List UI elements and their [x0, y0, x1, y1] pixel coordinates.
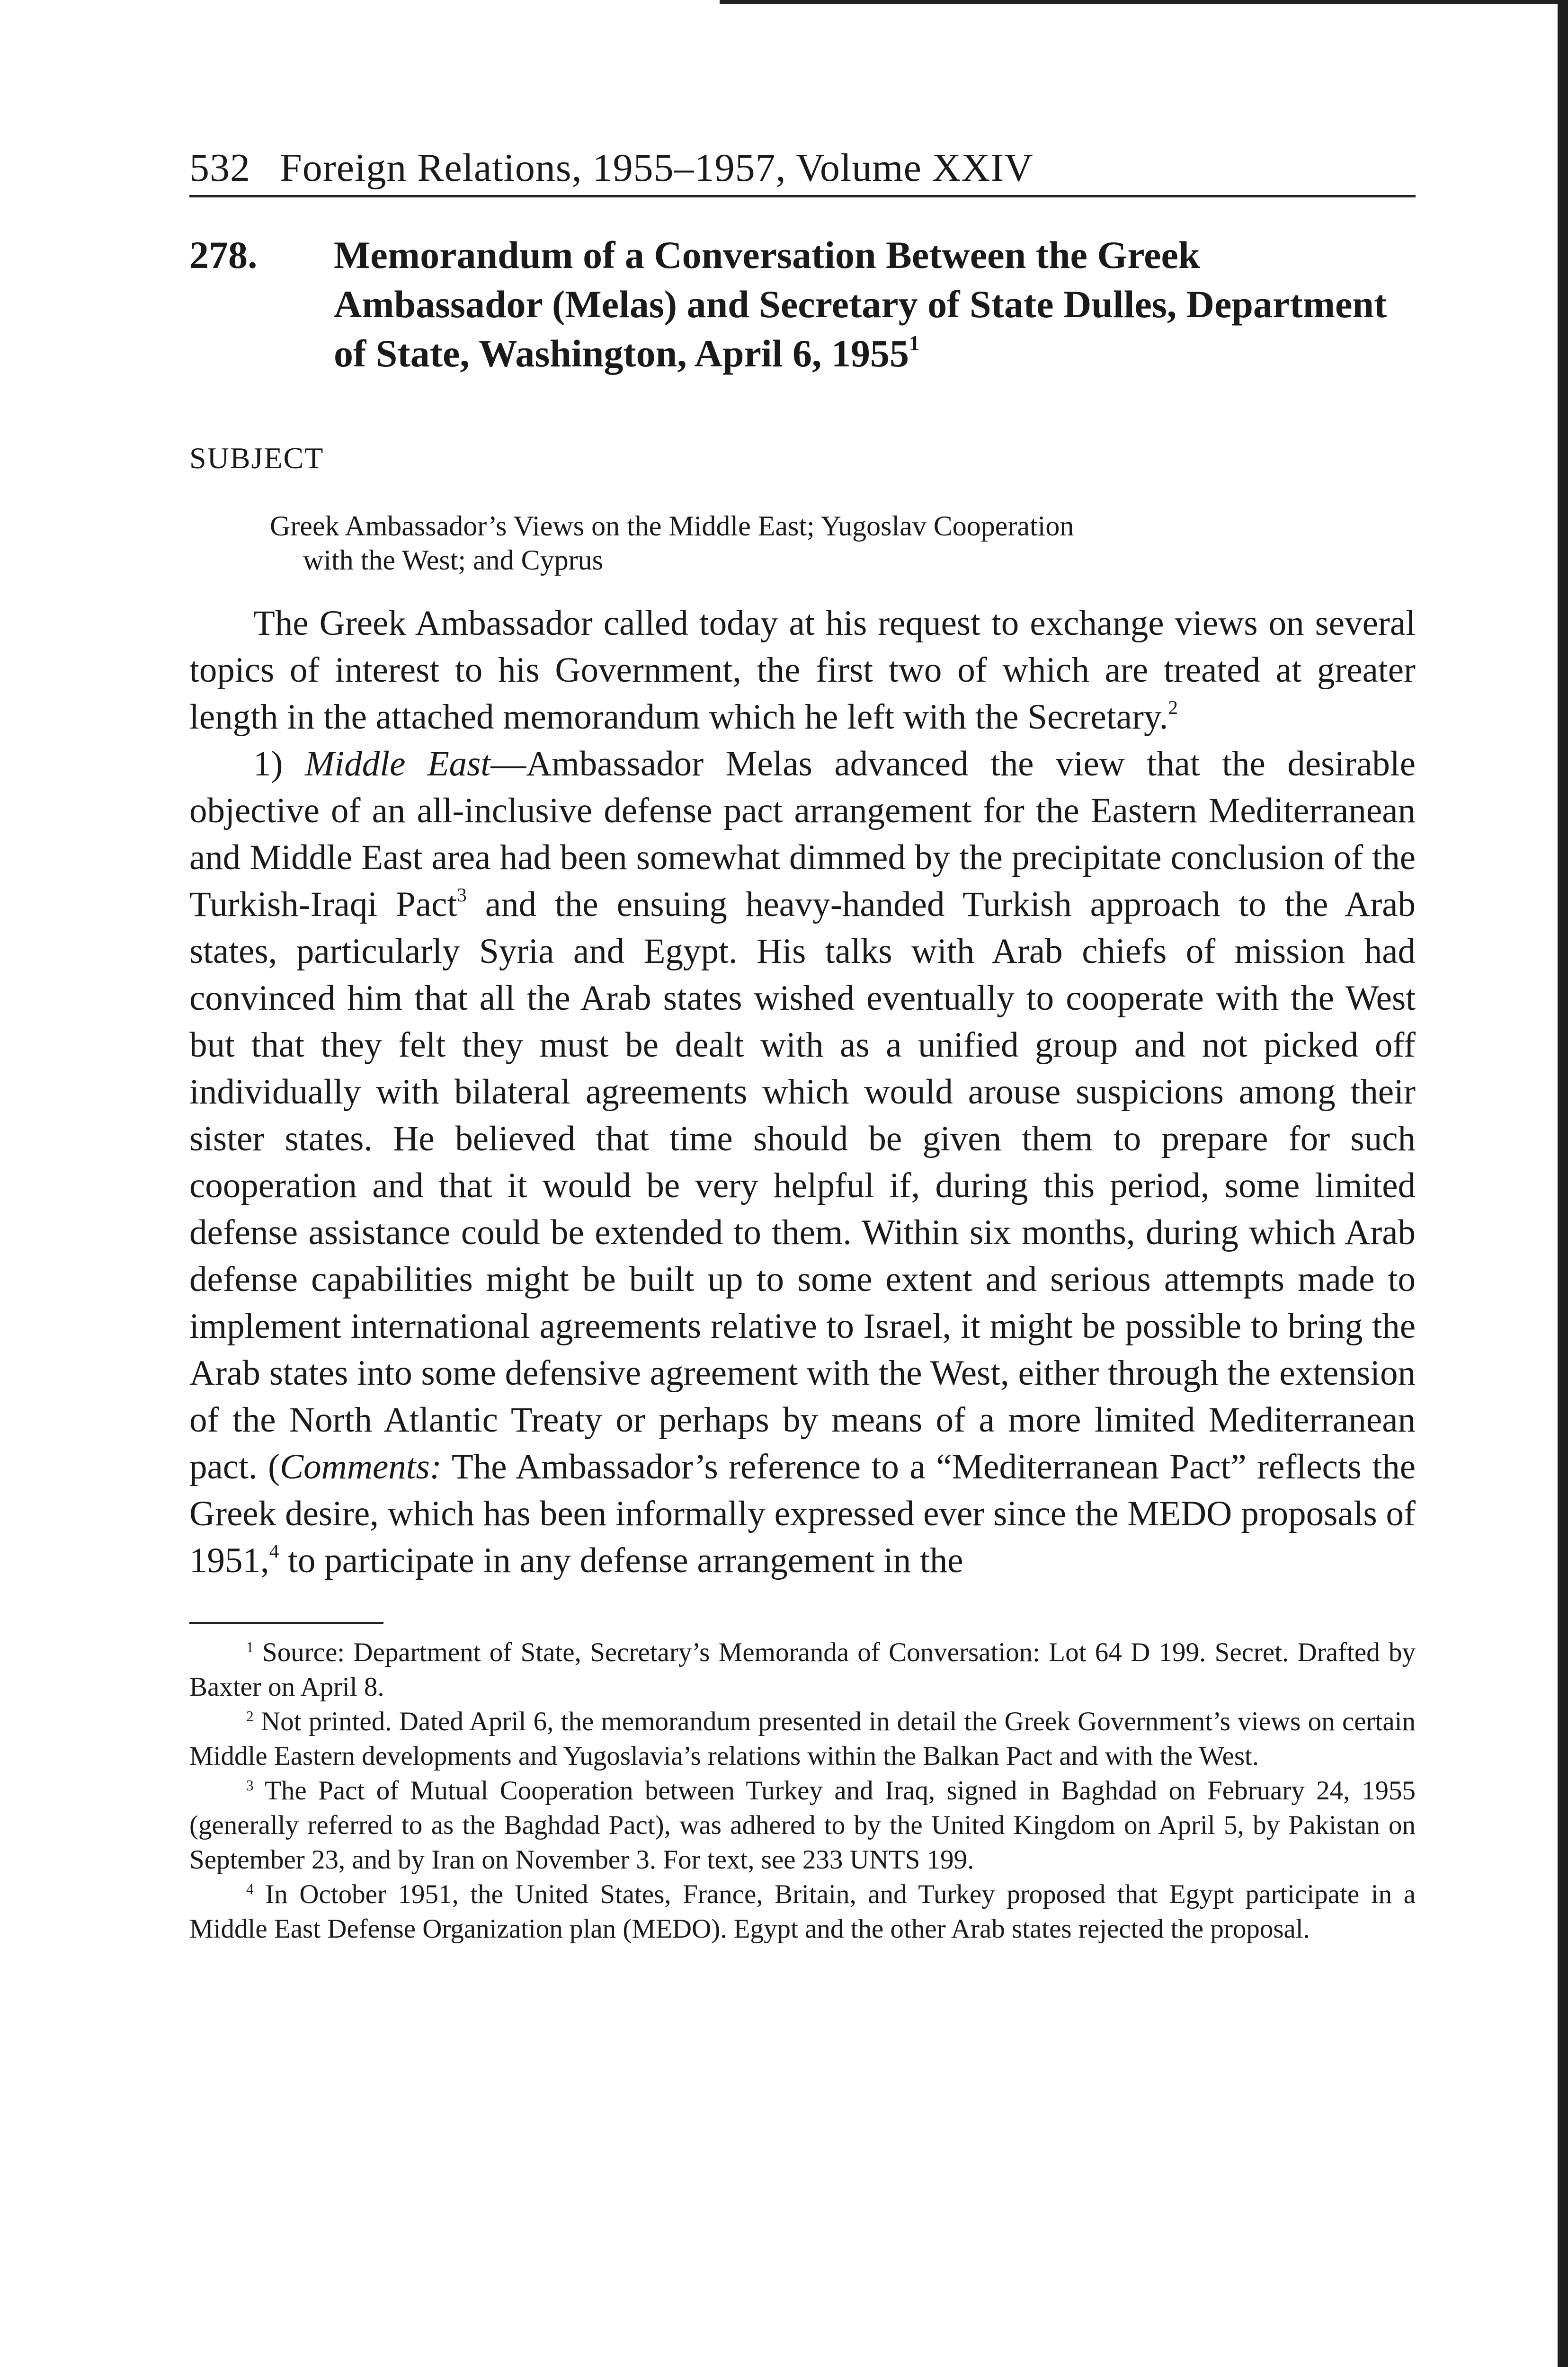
subject-line-1: Greek Ambassador’s Views on the Middle East; Yugoslav Cooperation — [270, 510, 1074, 542]
document-heading — [189, 231, 1416, 378]
footnote-divider — [189, 1622, 383, 1624]
subject-line-2: with the West; and Cyprus — [303, 544, 604, 576]
footnote-3-text: The Pact of Mutual Cooperation between Turkey and Iraq, signed in Baghdad on February 24, 1955 (generally referred to as the Baghdad Pact), was adhered to by the United Kingdom on April 5, by Pakistan on September 23, and by Iran on November 3. For text, see 233 UNTS 199. — [189, 1776, 1416, 1875]
paragraph-2-text-a: —Ambassador Melas advanced the view that the desirable objective of an all-inclusive defense pact arrangement for the Eastern Mediterranean and Middle East area had been somewhat dimmed by the precipitate conclusion of the Turkish-Iraqi Pact — [189, 744, 1416, 924]
footnote-ref-1[interactable]: 1 — [909, 331, 920, 356]
paragraph-2-text-d: to participate in any defense arrangement in the — [279, 1541, 963, 1580]
paragraph-2-lead: 1) — [253, 744, 305, 783]
document-title — [334, 231, 1416, 378]
document-page — [189, 142, 1416, 1946]
footnote-1 — [189, 1635, 1416, 1704]
footnote-mark-3: 3 — [246, 1777, 254, 1794]
footnote-mark-1: 1 — [246, 1639, 254, 1656]
scan-right-edge — [1558, 0, 1568, 2367]
footnote-2-text: Not printed. Dated April 6, the memorandum presented in detail the Greek Government’s views on certain Middle Eastern developments and Yugoslavia’s relations within the Balkan Pact and with the West. — [189, 1707, 1416, 1771]
paragraph-2-text-b: and the ensuing heavy-handed Turkish approach to the Arab states, particularly Syria and Egypt. His talks with Arab chiefs of mission had convinced him that all the Arab states wished eventually to cooperate with the West but that they felt they must be dealt with as a unified group and not picked off individually with bilateral agreements which would arouse suspicions among their sister states. He believed that time should be given them to prepare for such cooperation and that it would be very helpful if, during this period, some limited defense assistance could be extended to them. Within six months, during which Arab defense capabilities might be built up to some extent and serious attempts made to implement international agreements relative to Israel, it might be possible to bring the Arab states into some defensive agreement with the West, either through the extension of the North Atlantic Treaty or perhaps by means of a more limited Mediterranean pact. ( — [189, 885, 1416, 1486]
body-paragraph-2 — [189, 740, 1416, 1584]
volume-title: Foreign Relations, 1955–1957, Volume XXIV — [280, 146, 1033, 190]
comments-label: Comments: — [280, 1447, 442, 1486]
footnotes — [189, 1635, 1416, 1946]
footnote-mark-4: 4 — [246, 1881, 254, 1898]
document-title-text: Memorandum of a Conversation Between the Greek Ambassador (Melas) and Secretary of State Dulles, Department of State, Washington, April 6, 1955 — [334, 233, 1387, 375]
section-heading-middle-east: Middle East — [304, 744, 491, 783]
footnote-1-text: Source: Department of State, Secretary’s Memoranda of Conversation: Lot 64 D 199. Secret. Drafted by Baxter on April 8. — [189, 1637, 1416, 1702]
footnote-mark-2: 2 — [246, 1708, 254, 1725]
body-paragraph-1 — [189, 600, 1416, 740]
paragraph-2-text-c: The Ambassador’s reference to a “Mediterranean Pact” reflects the Greek desire, which has been informally expressed ever since the MEDO proposals of 1951, — [189, 1447, 1416, 1580]
footnote-4-text: In October 1951, the United States, France, Britain, and Turkey proposed that Egypt participate in a Middle East Defense Organization plan (MEDO). Egypt and the other Arab states rejected the proposal. — [189, 1879, 1416, 1944]
subject-text — [189, 509, 1416, 577]
document-number: 278. — [189, 233, 258, 276]
footnote-ref-4[interactable]: 4 — [269, 1540, 279, 1562]
body-text — [189, 600, 1416, 1584]
subject-label: SUBJECT — [189, 441, 324, 475]
footnote-ref-3[interactable]: 3 — [457, 884, 467, 906]
scan-top-edge — [720, 0, 1568, 4]
paragraph-1-text: The Greek Ambassador called today at his request to exchange views on several topics of interest to his Government, the first two of which are treated at greater length in the attached memorandum which he left with the Secretary. — [189, 604, 1416, 737]
running-head — [189, 142, 1416, 197]
page-number: 532 — [189, 146, 250, 190]
footnote-2 — [189, 1704, 1416, 1773]
footnote-4 — [189, 1877, 1416, 1946]
footnote-ref-2[interactable]: 2 — [1168, 696, 1178, 719]
footnote-3 — [189, 1773, 1416, 1877]
